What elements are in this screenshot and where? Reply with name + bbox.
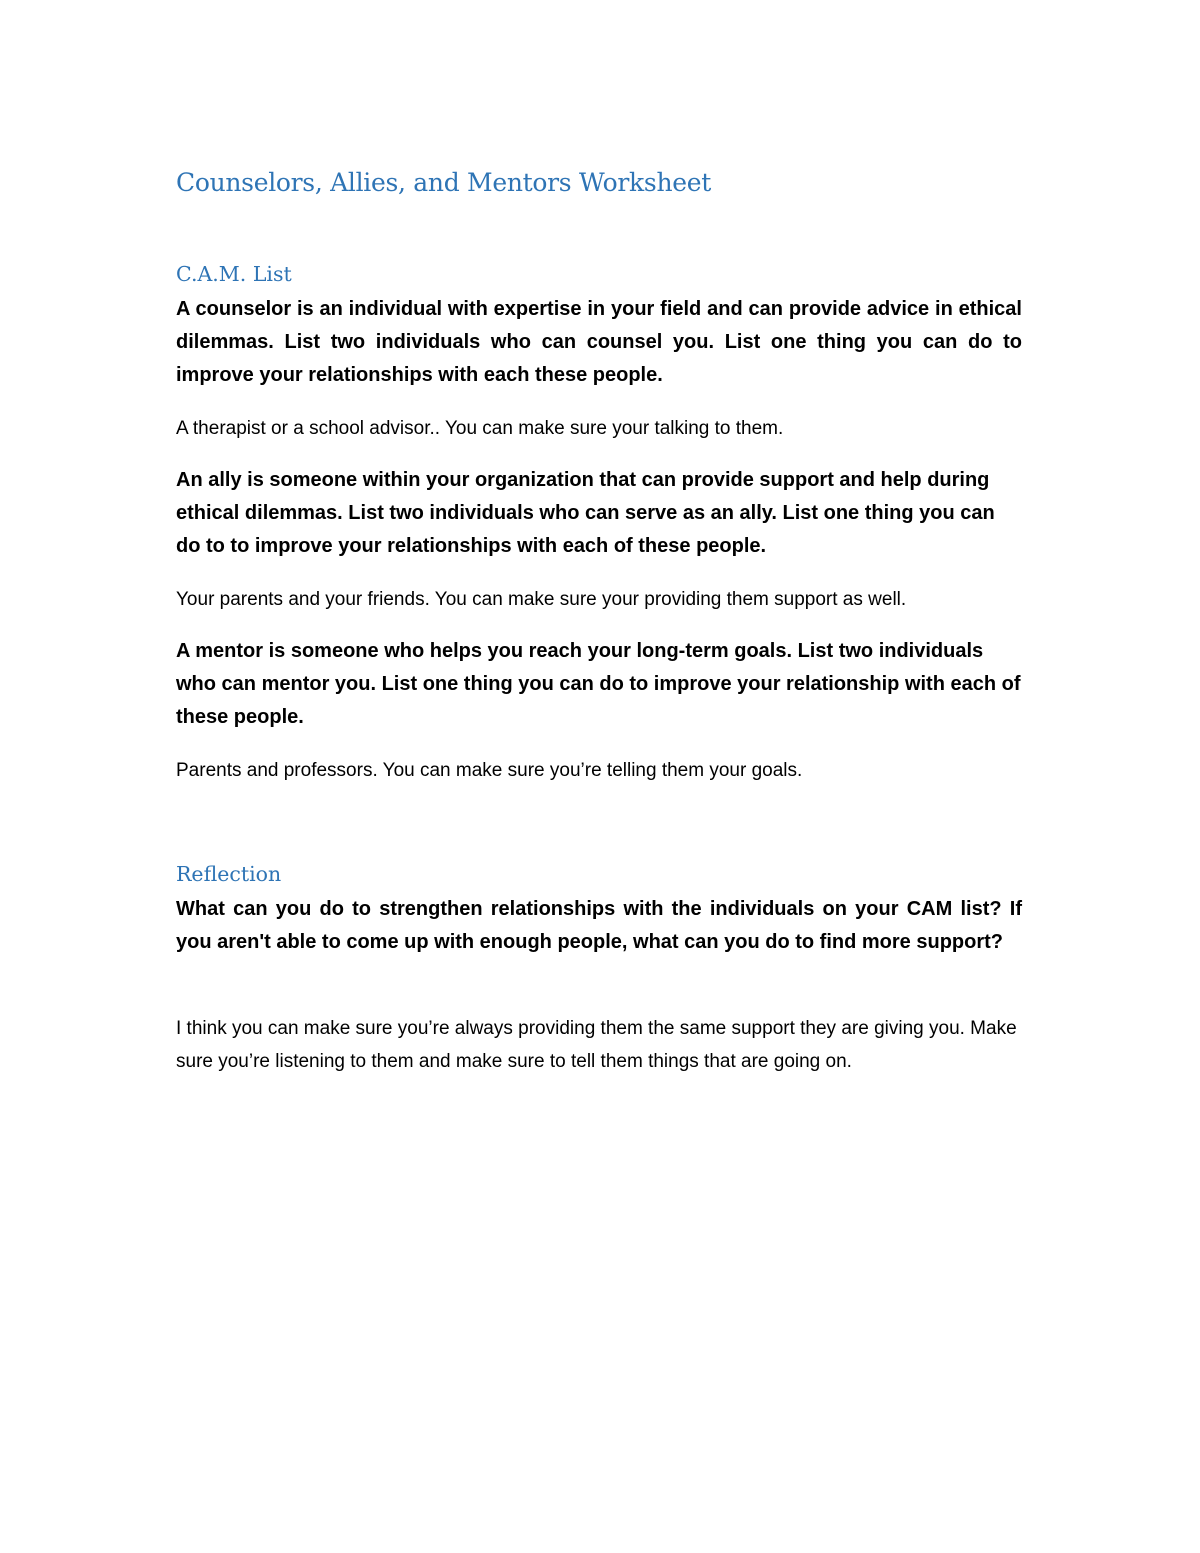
cam-list-heading: C.A.M. List <box>176 262 292 286</box>
counselor-prompt: A counselor is an individual with expertise in your field and can provide advice in ethical dilemmas. List two individuals who can counsel you. List one thing you can do to improve your relationships with each these people. <box>176 298 1022 386</box>
reflection-prompt: What can you do to strengthen relationships with the individuals on your CAM list? If you aren't able to come up with enough people, what can you do to find more support? <box>176 898 1022 953</box>
mentor-answer: Parents and professors. You can make sure you’re telling them your goals. <box>176 760 803 781</box>
document-title: Counselors, Allies, and Mentors Worksheet <box>176 168 711 197</box>
ally-answer: Your parents and your friends. You can make sure your providing them support as well. <box>176 589 907 610</box>
reflection-heading: Reflection <box>176 862 282 886</box>
mentor-prompt: A mentor is someone who helps you reach your long-term goals. List two individuals who can mentor you. List one thing you can do to improve your relationship with each of these people. <box>176 640 1021 728</box>
reflection-answer: I think you can make sure you’re always providing them the same support they are giving you. Make sure you’re listening to them and make sure to tell them things that are going on. <box>176 1018 1017 1072</box>
ally-prompt: An ally is someone within your organization that can provide support and help during ethical dilemmas. List two individuals who can serve as an ally. List one thing you can do to to improve your relationships with each of these people. <box>176 469 995 557</box>
counselor-answer: A therapist or a school advisor.. You can make sure your talking to them. <box>176 418 784 439</box>
